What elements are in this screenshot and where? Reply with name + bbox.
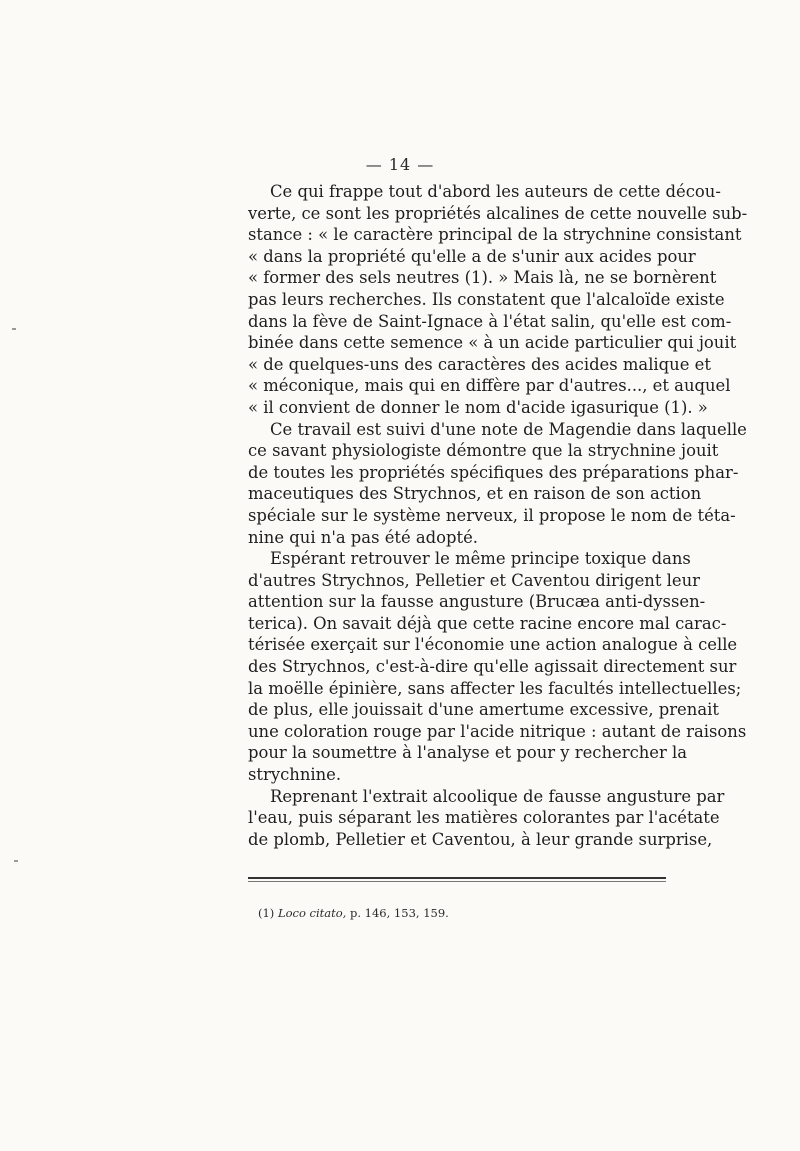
- text-line: de toutes les propriétés spécifiques des préparations phar-: [248, 462, 739, 482]
- footnote-divider-thin: [248, 881, 666, 882]
- text-line: pour la soumettre à l'analyse et pour y rechercher la: [248, 743, 688, 763]
- text-line: dans la fève de Saint-Ignace à l'état salin, qu'elle est com-: [248, 311, 732, 331]
- text-line: la moëlle épinière, sans affecter les facultés intellectuelles;: [248, 678, 742, 698]
- text-line: l'eau, puis séparant les matières colorantes par l'acétate: [248, 808, 720, 828]
- text-line: verte, ce sont les propriétés alcalines de cette nouvelle sub-: [248, 203, 748, 223]
- footnote-reference: Loco citato,: [277, 906, 347, 920]
- text-line: Espérant retrouver le même principe toxique dans: [270, 549, 691, 569]
- page-number: — 14 —: [365, 155, 435, 174]
- footnote-pages: p. 146, 153, 159.: [350, 906, 449, 920]
- text-line: d'autres Strychnos, Pelletier et Caventou dirigent leur: [248, 570, 700, 590]
- text-line: « dans la propriété qu'elle a de s'unir aux acides pour: [248, 246, 696, 266]
- text-line: térisée exerçait sur l'économie une action analogue à celle: [248, 635, 738, 655]
- text-line: « de quelques-uns des caractères des acides malique et: [248, 354, 711, 374]
- text-line: ce savant physiologiste démontre que la strychnine jouit: [248, 441, 719, 461]
- text-line: Ce qui frappe tout d'abord les auteurs de cette décou-: [270, 182, 721, 201]
- text-line: de plus, elle jouissait d'une amertume excessive, prenait: [248, 700, 719, 720]
- text-line: « méconique, mais qui en diffère par d'autres..., et auquel: [248, 376, 731, 396]
- scan-mark: [12, 328, 16, 330]
- footnote-divider: [248, 877, 666, 879]
- text-line: « former des sels neutres (1). » Mais là, ne se bornèrent: [248, 268, 717, 288]
- footnote-marker: (1): [258, 906, 275, 920]
- scan-mark: [14, 860, 18, 862]
- text-line: Ce travail est suivi d'une note de Magendie dans laquelle: [270, 419, 747, 439]
- text-line: binée dans cette semence « à un acide particulier qui jouit: [248, 333, 737, 353]
- text-line: terica). On savait déjà que cette racine encore mal carac-: [248, 613, 727, 633]
- text-line: attention sur la fausse angusture (Brucæa anti-dyssen-: [248, 592, 706, 612]
- text-line: une coloration rouge par l'acide nitrique : autant de raisons: [248, 721, 747, 741]
- text-line: spéciale sur le système nerveux, il propose le nom de téta-: [248, 505, 736, 525]
- footnote: [258, 906, 449, 920]
- text-line: Reprenant l'extrait alcoolique de fausse angusture par: [270, 786, 725, 806]
- text-line: strychnine.: [248, 765, 342, 785]
- text-line: stance : « le caractère principal de la strychnine consistant: [248, 225, 742, 245]
- text-line: pas leurs recherches. Ils constatent que l'alcaloïde existe: [248, 289, 725, 309]
- text-line: nine qui n'a pas été adopté.: [248, 527, 479, 547]
- text-line: « il convient de donner le nom d'acide igasurique (1). »: [248, 397, 708, 417]
- body-text: [248, 181, 748, 850]
- text-line: des Strychnos, c'est-à-dire qu'elle agissait directement sur: [248, 657, 737, 677]
- text-line: maceutiques des Strychnos, et en raison de son action: [248, 484, 702, 504]
- text-line: de plomb, Pelletier et Caventou, à leur grande surprise,: [248, 829, 713, 849]
